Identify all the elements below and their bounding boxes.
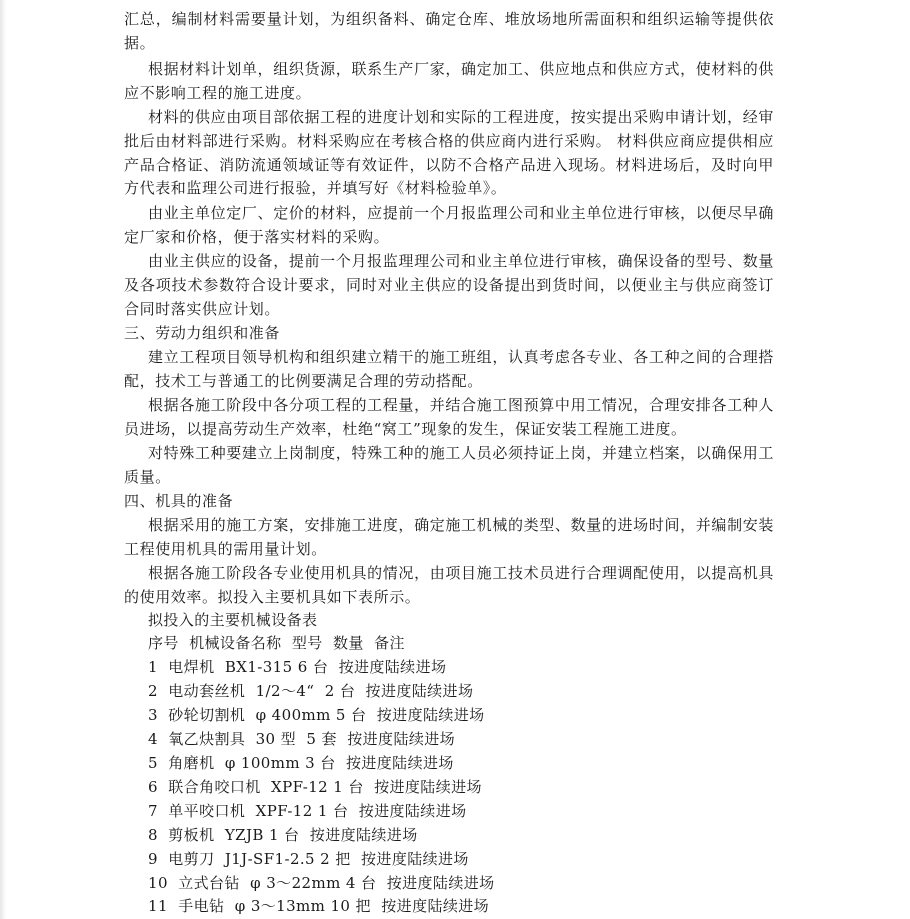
equipment-table-row: 9 电剪刀 J1J-SF1-2.5 2 把 按进度陆续进场	[148, 850, 469, 868]
equipment-table-row: 6 联合角咬口机 XPF-12 1 台 按进度陆续进场	[148, 778, 482, 796]
equipment-table-row: 4 氧乙炔割具 30 型 5 套 按进度陆续进场	[148, 730, 456, 748]
equipment-table-row: 3 砂轮切割机 φ 400mm 5 台 按进度陆续进场	[148, 706, 485, 724]
paragraph-labor-scheduling: 根据各施工阶段中各分项工程的工程量，并结合施工图预算中用工情况，合理安排各工种人员进场，以提高劳动生产效率，杜绝“窝工”现象的发生，保证安装工程施工进度。	[124, 396, 774, 438]
paragraph-special-trades: 对特殊工种要建立上岗制度，特殊工种的施工人员必须持证上岗，并建立档案，以确保用工质量。	[124, 444, 774, 486]
equipment-table-row: 2 电动套丝机 1/2～4“ 2 台 按进度陆续进场	[148, 682, 474, 700]
paragraph-owner-supplied-equipment: 由业主供应的设备，提前一个月报监理理公司和业主单位进行审核，确保设备的型号、数量及各项技术参数符合设计要求，同时对业主供应的设备提出到货时间，以便业主与供应商签订合同时落实供应计划。	[124, 252, 774, 318]
paragraph-owner-designated-materials: 由业主单位定厂、定价的材料，应提前一个月报监理公司和业主单位进行审核，以便尽早确定厂家和价格，便于落实材料的采购。	[124, 204, 774, 246]
section-heading-equipment: 四、机具的准备	[124, 492, 234, 510]
equipment-table-row: 5 角磨机 φ 100mm 3 台 按进度陆续进场	[148, 754, 454, 772]
equipment-table-title: 拟投入的主要机械设备表	[148, 611, 318, 629]
section-heading-labor: 三、劳动力组织和准备	[124, 324, 281, 342]
paragraph-equipment-plan: 根据采用的施工方案，安排施工进度，确定施工机械的类型、数量的进场时间，并编制安装工程使用机具的需用量计划。	[124, 516, 774, 558]
paragraph-material-supply: 材料的供应由项目部依据工程的进度计划和实际的工程进度，按实提出采购申请计划，经审批后由材料部进行采购。材料采购应在考核合格的供应商内进行采购。 材料供应商应提供相应产品合格证、消防流通领域证等有效证件，以防不合格产品进入现场。材料进场后，及时向甲方代表和监理公司进行报验，并填写好《材料检验单》。	[124, 108, 774, 198]
paragraph-labor-organization: 建立工程项目领导机构和组织建立精干的施工班组，认真考虑各专业、各工种之间的合理搭配，技术工与普通工的比例要满足合理的劳动搭配。	[124, 348, 774, 390]
equipment-table-header: 序号 机械设备名称 型号 数量 备注	[148, 634, 405, 652]
equipment-table-row: 10 立式台钻 φ 3～22mm 4 台 按进度陆续进场	[148, 874, 495, 892]
page-edge-shadow	[0, 0, 6, 919]
paragraph-material-sourcing: 根据材料计划单，组织货源，联系生产厂家，确定加工、供应地点和供应方式，使材料的供应不影响工程的施工进度。	[124, 60, 774, 102]
equipment-table-row: 8 剪板机 YZJB 1 台 按进度陆续进场	[148, 826, 418, 844]
equipment-table-row: 7 单平咬口机 XPF-12 1 台 按进度陆续进场	[148, 802, 467, 820]
equipment-table-row: 11 手电钻 φ 3～13mm 10 把 按进度陆续进场	[148, 897, 490, 915]
paragraph-equipment-allocation: 根据各施工阶段各专业使用机具的情况，由项目施工技术员进行合理调配使用，以提高机具的使用效率。拟投入主要机具如下表所示。	[124, 564, 774, 606]
paragraph-materials-summary: 汇总，编制材料需要量计划，为组织备料、确定仓库、堆放场地所需面积和组织运输等提供依据。	[124, 10, 774, 52]
equipment-table-row: 1 电焊机 BX1-315 6 台 按进度陆续进场	[148, 658, 447, 676]
